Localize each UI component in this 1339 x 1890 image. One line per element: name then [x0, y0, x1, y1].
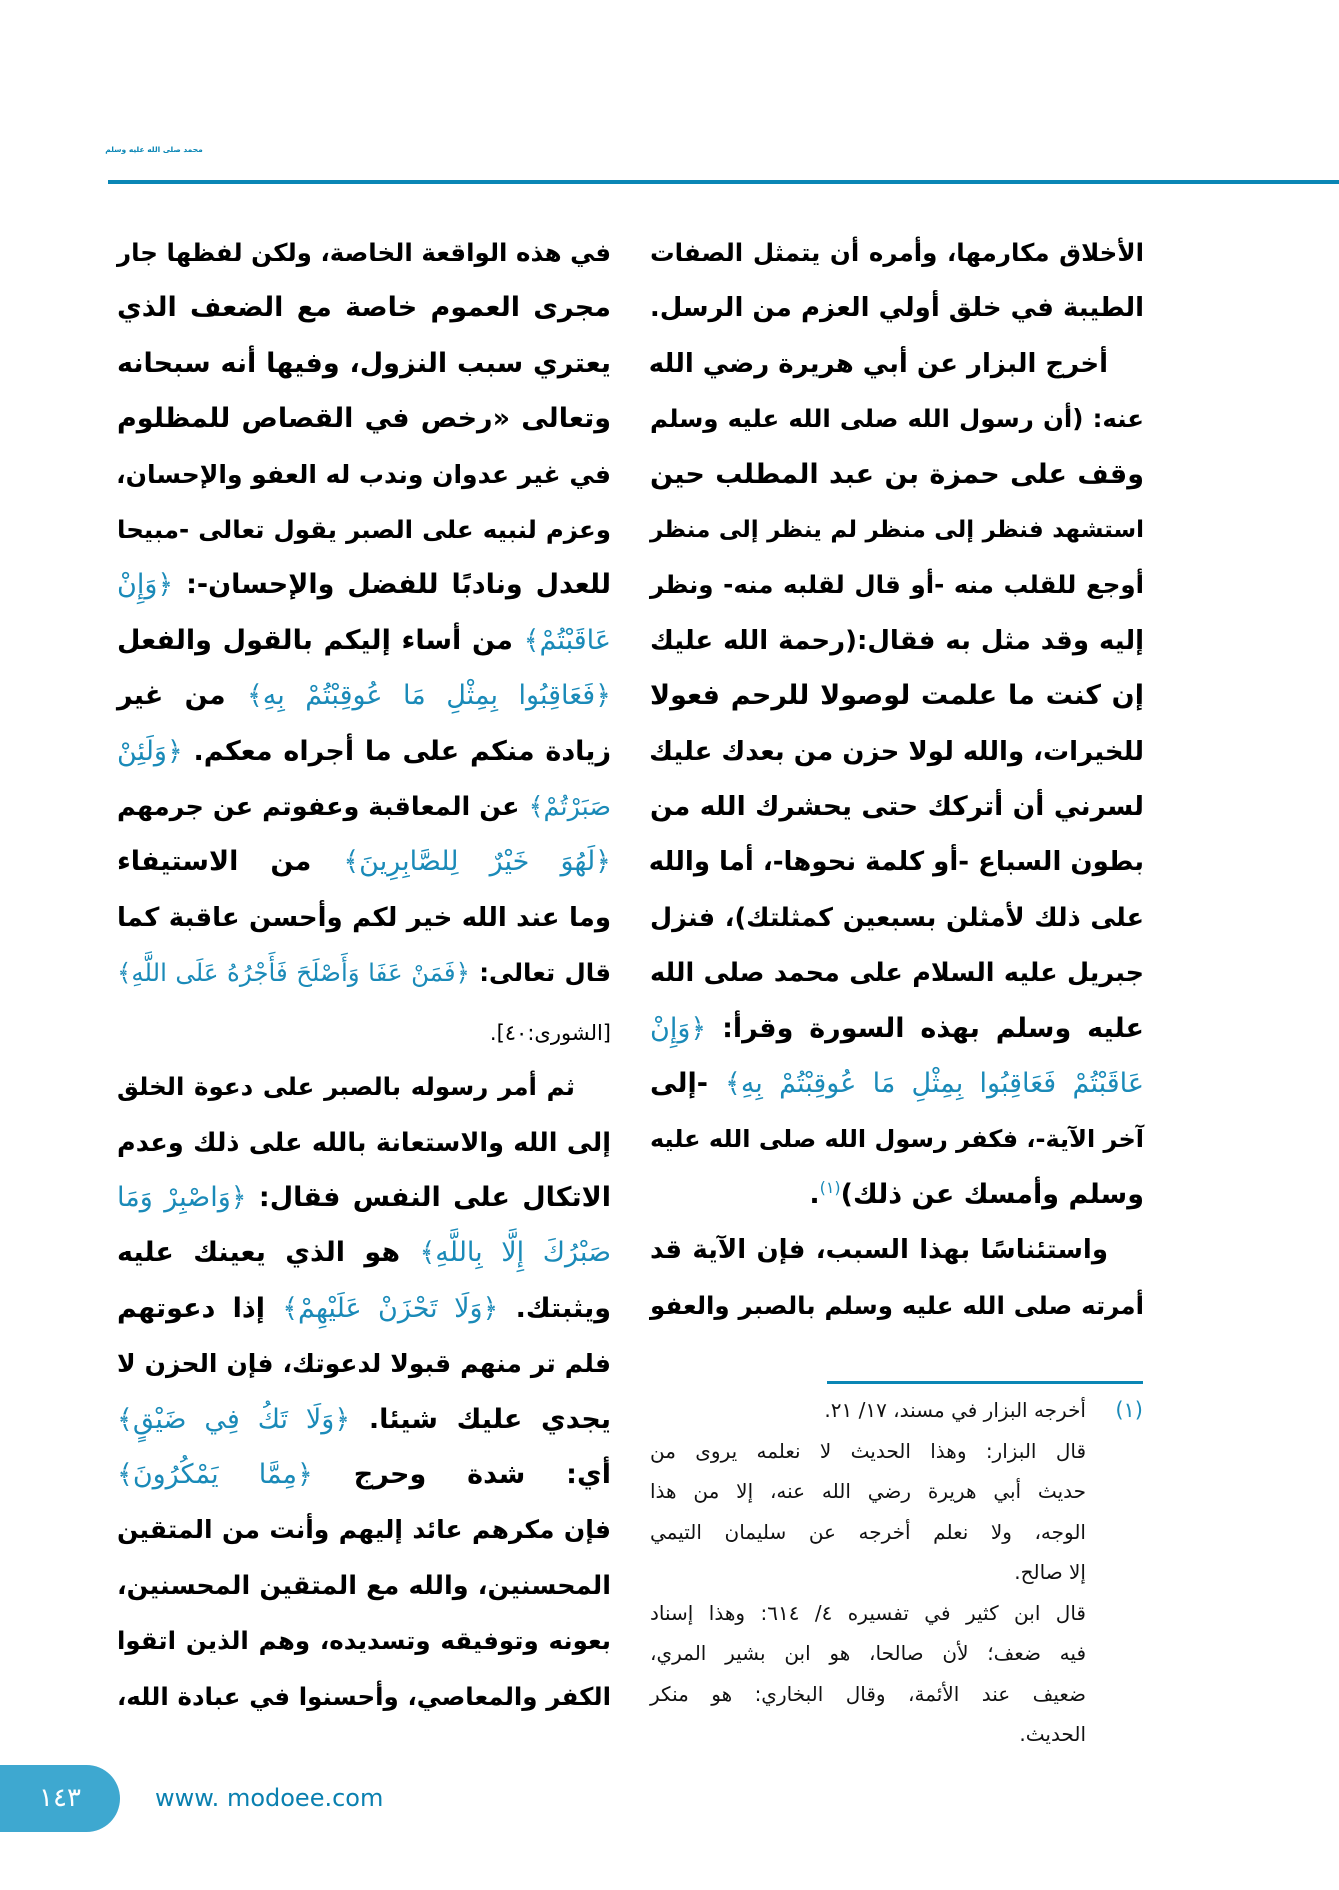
quran-verse: ﴿لَهُوَ خَيْرٌ لِلصَّابِرِينَ﴾	[343, 846, 611, 878]
text-segment: المحسنين، والله مع المتقين المحسنين،	[117, 1570, 611, 1601]
text-line	[117, 1669, 611, 1725]
text-segment: من الاستيفاء	[117, 846, 344, 878]
footnote-line: ضعيف عند الأئمة، وقال البخاري: هو منكر	[650, 1681, 1086, 1706]
quran-verse: ﴿فَمَنْ عَفَا وَأَصْلَحَ فَأَجْرُهُ عَلَى اللَّهِ﴾	[117, 958, 470, 988]
text-segment: ويثبتك.	[498, 1292, 611, 1324]
text-segment: للعدل ونادبًا للفضل والإحسان-:	[173, 569, 611, 601]
text-line	[117, 391, 611, 447]
text-segment: في هذه الواقعة الخاصة، ولكن لفظها جار	[117, 238, 611, 267]
footnote-reference[interactable]: (١)	[819, 1177, 841, 1197]
quran-verse: صَبْرُكَ إِلَّا بِاللَّهِ﴾	[419, 1237, 611, 1269]
text-line	[117, 1225, 611, 1281]
text-segment: هو الذي يعينك عليه	[117, 1237, 420, 1269]
text-segment: وسلم وأمسك عن ذلك)	[840, 1178, 1144, 1210]
text-line	[117, 1005, 611, 1061]
text-segment: عن المعاقبة وعفوتم عن جرمهم	[117, 792, 529, 822]
text-segment: إليه وقد مثل به فقال:(رحمة الله عليك	[650, 625, 1144, 656]
text-line	[117, 336, 611, 392]
text-segment: وتعالى «رخص في القصاص للمظلوم	[117, 403, 611, 435]
text-segment: ثم أمر رسوله بالصبر على دعوة الخلق	[117, 1072, 575, 1102]
quran-verse: عَاقَبْتُمْ﴾	[523, 624, 611, 656]
quran-verse: ﴿وَإِنْ	[117, 569, 174, 601]
text-line	[117, 1502, 611, 1558]
text-segment: واستئناسًا بهذا السبب، فإن الآية قد	[650, 1235, 1108, 1266]
quran-verse: عَاقَبْتُمْ فَعَاقِبُوا بِمِثْلِ مَا عُوقِبْتُمْ بِهِ﴾	[725, 1068, 1144, 1099]
text-segment: في غير عدوان وندب له العفو والإحسان،	[116, 459, 611, 489]
text-line	[117, 945, 611, 1001]
text-segment: فلم تر منهم قبولا لدعوتك، فإن الحزن لا	[117, 1349, 611, 1379]
text-line	[117, 1281, 611, 1337]
quran-verse: صَبَرْتُمْ﴾	[528, 792, 611, 822]
footnote-line: قال البزار: وهذا الحديث لا نعلمه يروى من	[650, 1438, 1086, 1463]
footnote-line: فيه ضعف؛ لأن صالحا، هو ابن بشير المري،	[650, 1641, 1086, 1665]
footnotes	[650, 0, 1086, 1890]
text-line	[117, 724, 611, 780]
text-segment: جبريل عليه السلام على محمد صلى الله	[650, 958, 1144, 989]
text-segment: أخرج البزار عن أبي هريرة رضي الله	[648, 348, 1108, 379]
text-segment: من أساء إليكم بالقول والفعل	[117, 624, 524, 656]
text-line	[117, 225, 611, 281]
text-line	[117, 890, 611, 946]
text-segment: بعونه وتوفيقه وتسديده، وهم الذين اتقوا	[117, 1626, 611, 1656]
text-segment: إلى الله والاستعانة بالله على ذلك وعدم	[117, 1127, 611, 1158]
text-line	[117, 280, 611, 336]
text-segment: على ذلك لأمثلن بسبعين كمثلتك)، فنزل	[650, 902, 1144, 933]
text-line	[117, 502, 611, 558]
footnote-line: الحديث.	[1019, 1722, 1086, 1746]
text-line	[117, 447, 611, 503]
text-segment: الاتكال على النفس فقال:	[246, 1182, 611, 1213]
text-segment: .	[809, 1178, 820, 1210]
text-segment: الطيبة في خلق أولي العزم من الرسل.	[649, 293, 1144, 324]
footnote-line: أخرجه البزار في مسند، ١٧/ ٢١.	[824, 1398, 1086, 1422]
text-line	[117, 1447, 611, 1503]
quran-verse: ﴿وَإِنْ	[650, 1012, 707, 1044]
text-line	[117, 1170, 611, 1226]
quran-verse: ﴿مِمَّا يَمْكُرُونَ﴾	[117, 1459, 313, 1490]
text-segment: إذا دعوتهم	[117, 1292, 283, 1324]
text-segment: أوجع للقلب منه -أو قال لقلبه منه- ونظر	[650, 570, 1144, 600]
text-segment: الكفر والمعاصي، وأحسنوا في عبادة الله،	[117, 1681, 611, 1711]
text-segment: يعتري سبب النزول، وفيها أنه سبحانه	[117, 347, 611, 379]
text-line	[117, 834, 611, 890]
text-segment: -إلى	[650, 1068, 726, 1099]
text-segment: وما عند الله خير لكم وأحسن عاقبة كما	[117, 902, 611, 933]
text-segment: إن كنت ما علمت لوصولا للرحم فعولا	[650, 680, 1144, 712]
text-segment: عليه وسلم بهذه السورة وقرأ:	[706, 1012, 1144, 1044]
quran-verse: ﴿وَلَا تَحْزَنْ عَلَيْهِمْ﴾	[282, 1292, 499, 1324]
text-segment: أمرته صلى الله عليه وسلم بالصبر والعفو	[650, 1290, 1144, 1320]
text-line	[117, 1115, 611, 1171]
quran-verse: ﴿وَلَئِنْ	[117, 735, 183, 767]
text-segment: قال تعالى:	[469, 958, 611, 988]
quran-verse: ﴿فَعَاقِبُوا بِمِثْلِ مَا عُوقِبْتُمْ بِهِ﴾	[246, 680, 612, 712]
text-segment: يجدي عليك شيئا.	[350, 1403, 611, 1435]
footnote-line: قال ابن كثير في تفسيره ٤/ ٦١٤: وهذا إسناد	[650, 1600, 1086, 1625]
footnote-line: حديث أبي هريرة رضي الله عنه، إلا من هذا	[650, 1479, 1086, 1503]
text-line	[117, 1392, 611, 1448]
text-segment: بطون السباع -أو كلمة نحوها-، أما والله	[648, 847, 1144, 878]
text-segment: لسرني أن أتركك حتى يحشرك الله من	[650, 791, 1144, 822]
text-segment: زيادة منكم على ما أجراه معكم.	[182, 735, 611, 767]
footnote-number: (١)	[1115, 1398, 1143, 1422]
text-segment: استشهد فنظر إلى منظر لم ينظر إلى منظر	[650, 517, 1144, 543]
quran-verse: ﴿وَلَا تَكُ فِي ضَيْقٍ﴾	[117, 1403, 351, 1435]
text-segment: عنه: (أن رسول الله صلى الله عليه وسلم	[650, 404, 1144, 434]
quran-verse: ﴿وَاصْبِرْ وَمَا	[117, 1182, 247, 1213]
text-segment: الأخلاق مكارمها، وأمره أن يتمثل الصفات	[650, 238, 1144, 267]
text-line	[117, 557, 611, 613]
text-segment: وقف على حمزة بن عبد المطلب حين	[650, 458, 1144, 490]
footnote-line: الوجه، ولا نعلم أخرجه عن سليمان التيمي	[650, 1519, 1086, 1544]
text-line	[117, 668, 611, 724]
text-segment: آخر الآية-، فكفر رسول الله صلى الله عليه	[650, 1125, 1144, 1154]
text-line	[117, 779, 611, 835]
text-segment: للخيرات، والله لولا حزن من بعدك عليك	[649, 736, 1144, 767]
text-line	[117, 1336, 611, 1392]
text-segment: [الشورى:٤٠].	[489, 1021, 611, 1046]
book-logo: محمد صلى الله عليه وسلم	[105, 145, 203, 154]
text-segment: مجرى العموم خاصة مع الضعف الذي	[117, 292, 611, 324]
text-line	[117, 1613, 611, 1669]
text-segment: فإن مكرهم عائد إليهم وأنت من المتقين	[117, 1515, 611, 1545]
text-line	[117, 613, 611, 669]
left-column	[117, 0, 611, 1890]
text-segment: من غير	[117, 680, 247, 712]
text-line	[117, 1558, 611, 1614]
page-number: ١٤٣	[0, 1765, 120, 1832]
text-segment: أي: شدة وحرج	[312, 1459, 611, 1490]
footnote-line: إلا صالح.	[1014, 1560, 1086, 1584]
text-segment: وعزم لنبيه على الصبر يقول تعالى -مبيحا	[117, 515, 611, 544]
website-url[interactable]: www. modoee.com	[155, 1784, 384, 1812]
text-line	[117, 1059, 611, 1115]
